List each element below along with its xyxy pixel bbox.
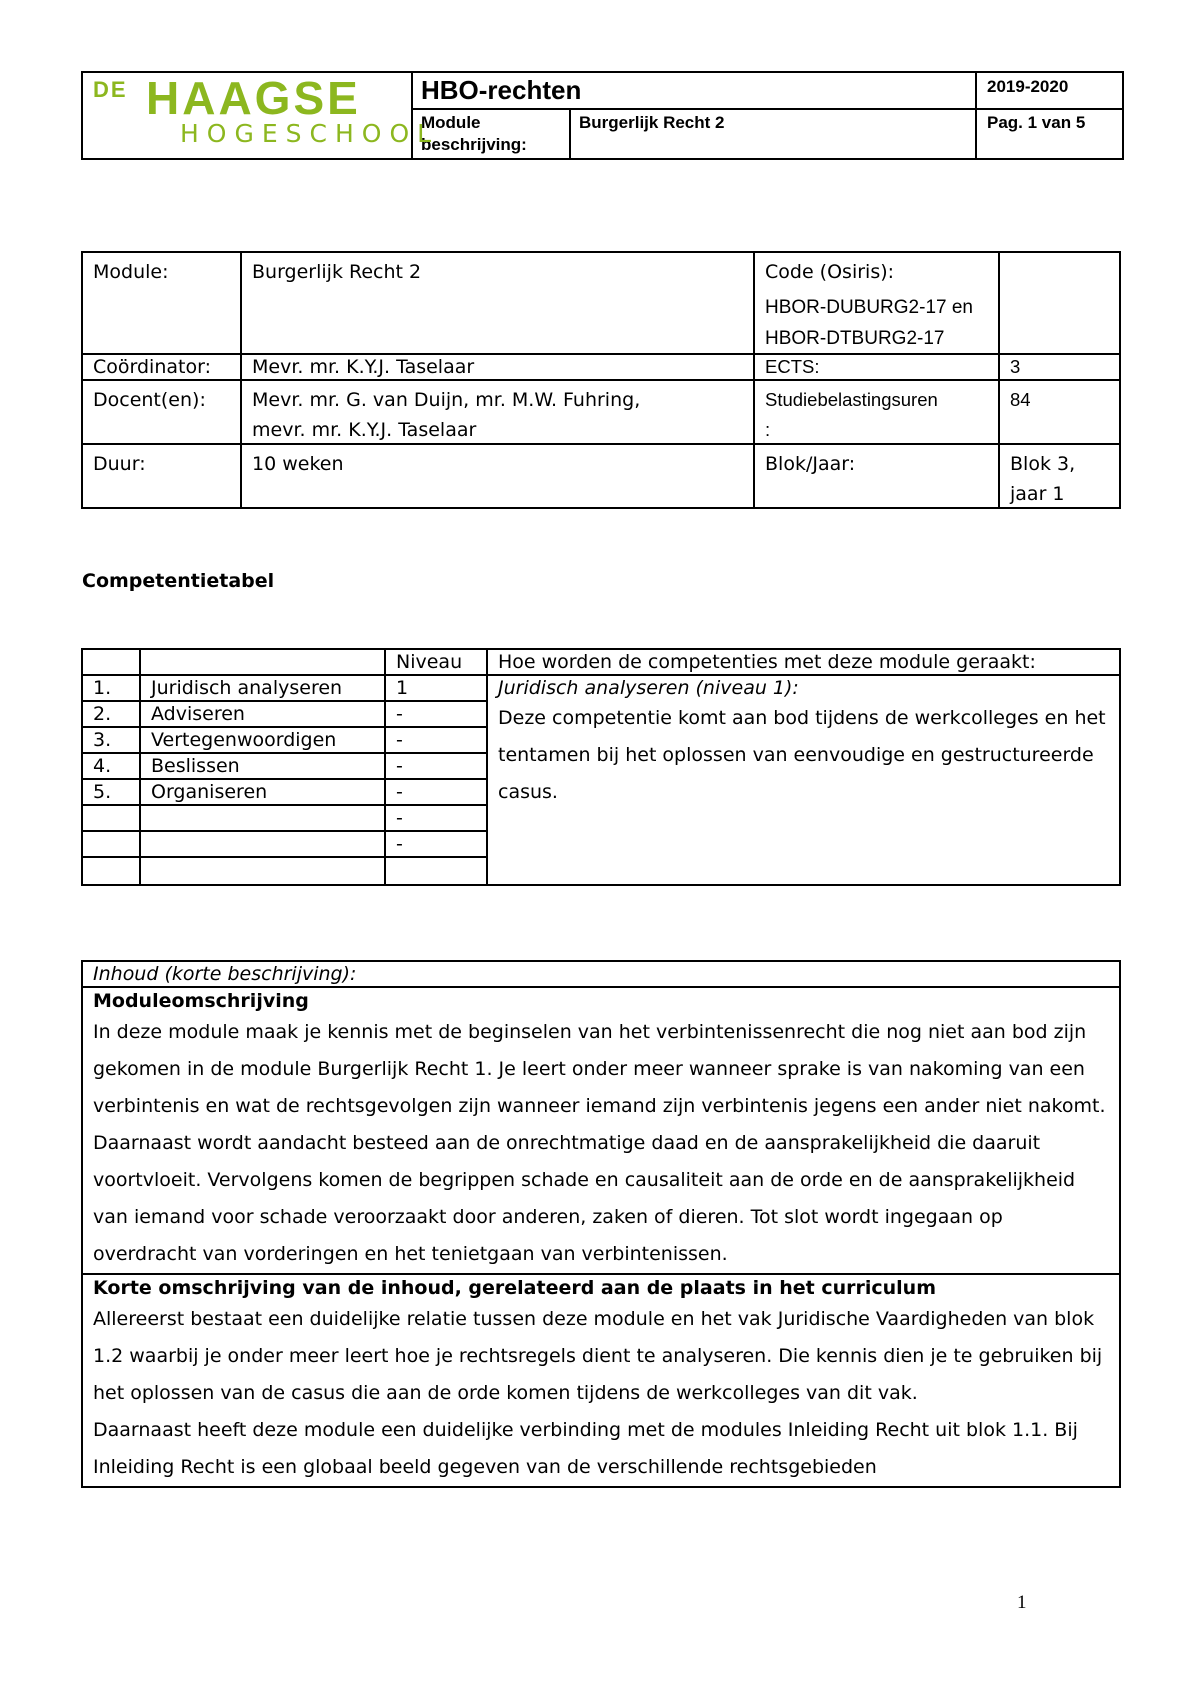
comp-header-question: Hoe worden de competenties met deze module geraakt:	[487, 649, 1120, 675]
module-description-cell	[82, 987, 1120, 1274]
page-number: 1	[1017, 1592, 1027, 1613]
logo	[82, 72, 440, 159]
comp-header-num	[82, 649, 140, 675]
comp-row-num: 1.	[82, 675, 140, 701]
blok-cell	[999, 444, 1120, 508]
comp-row-level: -	[385, 779, 487, 805]
logo-de: DE	[93, 77, 128, 102]
comp-row-level: 1	[385, 675, 487, 701]
comp-row-level: -	[385, 805, 487, 831]
duur-label: Duur:	[82, 444, 241, 508]
blok-label: Blok/Jaar:	[754, 444, 999, 508]
section2-title: Korte omschrijving van de inhoud, gerelateerd aan de plaats in het curriculum	[93, 1277, 937, 1299]
study-label-2: :	[765, 419, 771, 440]
code-extra	[999, 252, 1120, 354]
header-year: 2019-2020	[976, 72, 1123, 109]
section1-text: In deze module maak je kennis met de beginselen van het verbintenissenrecht die nog niet aan bod zijn gekomen in de module Burgerlijk Recht 1. Je leert onder meer wanneer sprake is van nakoming van een verbintenis en wat de rechtsgevolgen zijn wanneer iemand zijn verbintenis jegens een ander niet nakomt. Daarnaast wordt aandacht besteed aan de onrechtmatige daad en de aansprakelijkheid die daaruit voortvloeit. Vervolgens komen de begrippen schade en causaliteit aan de orde en de aansprakelijkheid van iemand voor schade veroorzaakt door anderen, zaken of dieren. Tot slot wordt ingegaan op overdracht van vorderingen en het tenietgaan van verbintenissen.	[93, 1021, 1106, 1265]
header-module-name: Burgerlijk Recht 2	[570, 109, 976, 159]
section2-text-1: Allereerst bestaat een duidelijke relatie tussen deze module en het vak Juridische Vaardigheden van blok 1.2 waarbij je onder meer leert hoe je rechtsregels dient te analyseren. Die kennis dien je te gebruiken bij het oplossen van de casus die aan de orde komen tijdens de werkcolleges van dit vak.	[93, 1308, 1103, 1404]
comp-row-level: -	[385, 727, 487, 753]
comp-desc-title: Juridisch analyseren (niveau 1):	[498, 677, 799, 699]
module-label: Module:	[82, 252, 241, 354]
comp-header-name	[140, 649, 385, 675]
docent-label: Docent(en):	[82, 380, 241, 444]
coordinator-label: Coördinator:	[82, 354, 241, 380]
code-value-1: HBOR-DUBURG2-17 en	[765, 297, 973, 318]
competence-table	[81, 648, 1121, 886]
comp-row-num	[82, 857, 140, 885]
comp-row-num: 5.	[82, 779, 140, 805]
blok-value-1: Blok 3,	[1010, 453, 1076, 475]
docent-value-2: mevr. mr. K.Y.J. Taselaar	[252, 419, 477, 441]
module-info-table	[81, 251, 1121, 509]
content-header: Inhoud (korte beschrijving):	[82, 961, 1120, 987]
comp-row-num	[82, 831, 140, 857]
module-value: Burgerlijk Recht 2	[241, 252, 754, 354]
header-module-label: Module beschrijving:	[412, 109, 570, 159]
comp-desc-text: Deze competentie komt aan bod tijdens de werkcolleges en het tentamen bij het oplossen van eenvoudige en gestructureerde casus.	[498, 707, 1106, 803]
comp-row-num: 3.	[82, 727, 140, 753]
comp-row-name: Juridisch analyseren	[140, 675, 385, 701]
comp-description	[487, 675, 1120, 885]
section2-text-2: Daarnaast heeft deze module een duidelijke verbinding met de modules Inleiding Recht uit blok 1.1. Bij Inleiding Recht is een globaal beeld gegeven van de verschillende rechtsgebieden	[93, 1419, 1078, 1478]
ects-label: ECTS:	[754, 354, 999, 380]
document-header	[81, 71, 1124, 160]
comp-row-level: -	[385, 753, 487, 779]
ects-value: 3	[999, 354, 1120, 380]
docent-value-1: Mevr. mr. G. van Duijn, mr. M.W. Fuhring,	[252, 389, 641, 411]
logo-haagse: HAAGSE	[146, 72, 361, 124]
blok-value-2: jaar 1	[1010, 483, 1065, 505]
code-label: Code (Osiris):	[765, 261, 895, 283]
content-table	[81, 960, 1121, 1488]
comp-row-level: -	[385, 831, 487, 857]
coordinator-value: Mevr. mr. K.Y.J. Taselaar	[241, 354, 754, 380]
comp-row-name: Vertegenwoordigen	[140, 727, 385, 753]
logo-hogeschool: HOGESCHOOL	[180, 119, 440, 148]
comp-row-level: -	[385, 701, 487, 727]
code-cell	[754, 252, 999, 354]
comp-row-name	[140, 831, 385, 857]
header-title: HBO-rechten	[412, 72, 976, 109]
study-label-1: Studiebelastingsuren	[765, 389, 938, 410]
section1-title: Moduleomschrijving	[93, 990, 309, 1012]
study-cell	[754, 380, 999, 444]
comp-row-level	[385, 857, 487, 885]
header-page: Pag. 1 van 5	[976, 109, 1123, 159]
comp-row-num	[82, 805, 140, 831]
comp-row-num: 2.	[82, 701, 140, 727]
comp-row-name	[140, 857, 385, 885]
comp-row-name: Organiseren	[140, 779, 385, 805]
competence-heading: Competentietabel	[82, 570, 275, 592]
duur-value: 10 weken	[241, 444, 754, 508]
comp-header-niveau: Niveau	[385, 649, 487, 675]
code-value-2: HBOR-DTBURG2-17	[765, 328, 945, 349]
study-value: 84	[999, 380, 1120, 444]
docent-cell	[241, 380, 754, 444]
comp-row-num: 4.	[82, 753, 140, 779]
comp-row-name	[140, 805, 385, 831]
curriculum-description-cell	[82, 1274, 1120, 1487]
comp-row-name: Beslissen	[140, 753, 385, 779]
comp-row-name: Adviseren	[140, 701, 385, 727]
